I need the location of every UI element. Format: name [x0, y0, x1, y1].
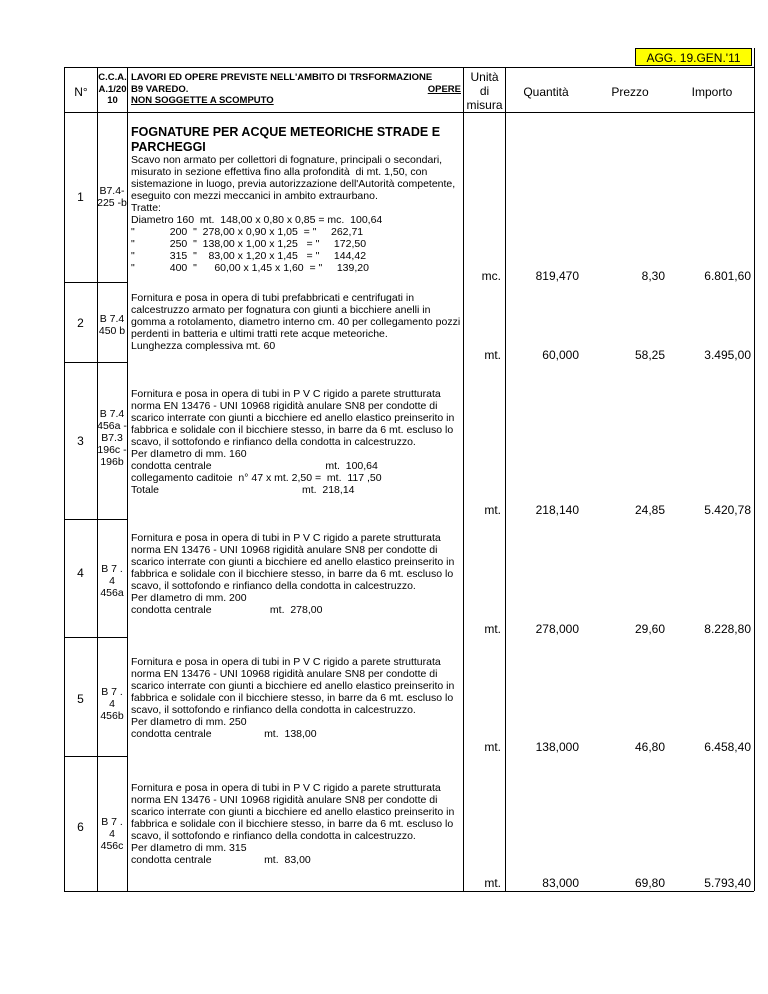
item-description-line: scarico interrate con giunti a bicchiere ed anello elastico preinserito in: [131, 680, 455, 692]
item-description-line: collegamento caditoie n° 47 x mt. 2,50 = mt. 117 ,50: [131, 472, 382, 484]
header-desc-line: NON SOGGETTE A SCOMPUTO: [131, 95, 274, 106]
item-amount: 5.793,40: [704, 876, 751, 890]
item-code-line: 456a: [100, 587, 124, 599]
item-code-line: 456a -: [97, 420, 127, 432]
row-sep-3: [64, 519, 127, 520]
header-unit-line: Unità: [470, 70, 499, 84]
item-price: 24,85: [634, 503, 665, 517]
item-code-line: B7.3: [101, 432, 123, 444]
item-amount: 5.420,78: [704, 503, 751, 517]
item-code: [97, 313, 127, 337]
header-top-rule: [64, 67, 754, 68]
item-description-line: scarico interrate con giunti a bicchiere ed anello elastico preinserito in: [131, 806, 455, 818]
item-amount: 6.458,40: [704, 740, 751, 754]
item-description-line: Fornitura e posa in opera di tubi prefabbricati e centrifugati in: [131, 292, 415, 304]
item-code-line: 450 b: [98, 325, 126, 337]
update-badge: AGG. 19.GEN.'11: [635, 48, 752, 66]
col-rule-3: [127, 67, 128, 891]
header-price: Prezzo: [611, 85, 649, 99]
col-rule-right: [754, 48, 755, 891]
item-quantity: 138,000: [535, 740, 579, 754]
item-description-line: perdenti in batteria e ultimi tratti rete acque meteoriche.: [131, 328, 388, 340]
item-code-line: 196c -: [97, 444, 127, 456]
row-sep-1: [64, 282, 127, 283]
item-description-line: sistemazione in luogo, previa autorizzazione dell'Autorità competente,: [131, 178, 456, 190]
item-quantity: 83,000: [542, 876, 579, 890]
header-code-line: 10: [107, 95, 118, 106]
item-description-line: scavo, il sottofondo e rinfianco della condotta in calcestruzzo.: [131, 436, 416, 448]
item-price: 46,80: [634, 740, 665, 754]
item-code-line: B7.4-: [99, 185, 125, 197]
item-price: 29,60: [634, 622, 665, 636]
item-description-line: Fornitura e posa in opera di tubi in P V C rigido a parete strutturata: [131, 656, 441, 668]
item-code-line: B 7.4: [99, 313, 125, 325]
section-title: [131, 125, 461, 155]
item-description-line: misurato in sezione effettiva fino alla profondità di mt. 1,50, con: [131, 166, 428, 178]
item-description-line: condotta centrale mt. 83,00: [131, 854, 311, 866]
header-bottom-rule: [64, 112, 754, 113]
header-desc-line: OPERE: [427, 83, 461, 95]
item-unit: mt.: [484, 740, 501, 754]
section-title-line: PARCHEGGI: [131, 140, 206, 154]
item-quantity: 60,000: [542, 348, 579, 362]
item-description-line: Per dIametro di mm. 160: [131, 448, 247, 460]
item-amount: 6.801,60: [704, 269, 751, 283]
item-description-line: Per dIametro di mm. 200: [131, 592, 247, 604]
item-quantity: 819,470: [535, 269, 579, 283]
item-code-line: B 7 . 4: [101, 563, 123, 587]
col-rule-5: [505, 67, 506, 891]
item-description-line: scarico interrate con giunti a bicchiere ed anello elastico preinserito in: [131, 556, 455, 568]
item-description-line: gomma a rotolamento, diametro interno cm. 40 per collegamento pozzi: [131, 316, 461, 328]
header-desc-line: LAVORI ED OPERE PREVISTE NELL'AMBITO DI TRSFORMAZIONE: [131, 72, 433, 83]
item-price: 58,25: [634, 348, 665, 362]
header-quantity: Quantità: [523, 85, 569, 99]
item-amount: 3.495,00: [704, 348, 751, 362]
item-code-line: 196b: [100, 456, 124, 468]
item-code-line: 456c: [100, 840, 124, 852]
header-unit: [464, 70, 505, 112]
header-code-line: C.C.A.: [98, 72, 127, 83]
header-code: [97, 72, 128, 107]
row-sep-5: [64, 756, 127, 757]
item-description-line: eseguito con mezzi meccanici in ambito extraurbano.: [131, 190, 378, 202]
item-description-line: condotta centrale mt. 138,00: [131, 728, 317, 740]
item-number: 3: [77, 434, 84, 448]
item-code: [97, 686, 127, 722]
item-unit: mt.: [484, 503, 501, 517]
item-description-line: fabbrica e solidale con il bicchiere stesso, in barre da 6 mt. escluso lo: [131, 568, 454, 580]
header-number: N°: [74, 85, 88, 99]
item-description-line: Tratte:: [131, 202, 161, 214]
item-description-line: " 250 " 138,00 x 1,00 x 1,25 = " 172,50: [131, 238, 367, 250]
item-quantity: 278,000: [535, 622, 579, 636]
item-unit: mt.: [484, 622, 501, 636]
item-unit: mt.: [484, 348, 501, 362]
item-number: 6: [77, 820, 84, 834]
item-description-line: scarico interrate con giunti a bicchiere ed anello elastico preinserito in: [131, 412, 455, 424]
col-rule-4: [463, 67, 464, 891]
item-description-line: norma EN 13476 - UNI 10968 rigidità anulare SN8 per condotte di: [131, 668, 438, 680]
bottom-rule: [64, 891, 754, 892]
item-description-line: Totale mt. 218,14: [131, 484, 355, 496]
header-desc-line: B9 VAREDO.: [131, 83, 189, 95]
item-description-line: Per dIametro di mm. 250: [131, 716, 247, 728]
item-description-line: fabbrica e solidale con il bicchiere stesso, in barre da 6 mt. escluso lo: [131, 692, 454, 704]
item-code-line: B 7 . 4: [101, 686, 123, 710]
header-unit-line: di: [479, 84, 490, 98]
item-number: 5: [77, 692, 84, 706]
item-description-line: fabbrica e solidale con il bicchiere stesso, in barre da 6 mt. escluso lo: [131, 424, 454, 436]
item-description-line: norma EN 13476 - UNI 10968 rigidità anulare SN8 per condotte di: [131, 544, 438, 556]
item-description-line: scavo, il sottofondo e rinfianco della condotta in calcestruzzo.: [131, 580, 416, 592]
item-description-line: scavo, il sottofondo e rinfianco della condotta in calcestruzzo.: [131, 830, 416, 842]
item-description: [131, 388, 463, 496]
item-code: [97, 816, 127, 852]
item-description-line: norma EN 13476 - UNI 10968 rigidità anulare SN8 per condotte di: [131, 400, 438, 412]
item-code-line: B 7.4: [99, 408, 125, 420]
item-description-line: " 315 " 83,00 x 1,20 x 1,45 = " 144,42: [131, 250, 367, 262]
item-code-line: 225 -b: [97, 197, 127, 209]
item-description-line: Lunghezza complessiva mt. 60: [131, 340, 276, 352]
item-description-line: condotta centrale mt. 278,00: [131, 604, 323, 616]
item-price: 69,80: [634, 876, 665, 890]
item-description-line: fabbrica e solidale con il bicchiere stesso, in barre da 6 mt. escluso lo: [131, 818, 454, 830]
item-price: 8,30: [641, 269, 665, 283]
item-code: [97, 408, 127, 468]
item-unit: mc.: [481, 269, 501, 283]
item-description: [131, 532, 463, 616]
item-description-line: " 400 " 60,00 x 1,45 x 1,60 = " 139,20: [131, 262, 369, 274]
item-number: 1: [77, 190, 84, 204]
section-title-line: FOGNATURE PER ACQUE METEORICHE STRADE E: [131, 125, 441, 139]
item-code: [97, 185, 127, 209]
item-description-line: scavo, il sottofondo e rinfianco della condotta in calcestruzzo.: [131, 704, 416, 716]
row-sep-4: [64, 637, 127, 638]
item-amount: 8.228,80: [704, 622, 751, 636]
item-description-line: " 200 " 278,00 x 0,90 x 1,05 = " 262,71: [131, 226, 364, 238]
item-description-line: Fornitura e posa in opera di tubi in P V C rigido a parete strutturata: [131, 782, 441, 794]
item-description-line: condotta centrale mt. 100,64: [131, 460, 378, 472]
header-code-line: A.1/20: [98, 83, 127, 95]
item-description-line: norma EN 13476 - UNI 10968 rigidità anulare SN8 per condotte di: [131, 794, 438, 806]
item-number: 2: [77, 316, 84, 330]
item-code-line: B 7 . 4: [101, 816, 123, 840]
item-quantity: 218,140: [535, 503, 579, 517]
header-amount: Importo: [691, 85, 733, 99]
item-description-line: Scavo non armato per collettori di fognature, principali o secondari,: [131, 154, 443, 166]
item-description: [131, 656, 463, 740]
item-code: [97, 563, 127, 599]
item-code-line: 456b: [100, 710, 124, 722]
item-number: 4: [77, 566, 84, 580]
item-description: [131, 782, 463, 866]
item-description-line: Diametro 160 mt. 148,00 x 0,80 x 0,85 = mc. 100,64: [131, 214, 383, 226]
item-description-line: calcestruzzo armato per fognatura con giunti a bicchiere anelli in: [131, 304, 431, 316]
item-description-line: Fornitura e posa in opera di tubi in P V C rigido a parete strutturata: [131, 388, 441, 400]
row-sep-2: [64, 362, 127, 363]
item-unit: mt.: [484, 876, 501, 890]
item-description: [131, 292, 463, 352]
header-unit-line: misura: [466, 98, 503, 112]
item-description: [131, 154, 463, 274]
item-description-line: Per dIametro di mm. 315: [131, 842, 247, 854]
item-description-line: Fornitura e posa in opera di tubi in P V C rigido a parete strutturata: [131, 532, 441, 544]
header-description: [131, 72, 461, 107]
